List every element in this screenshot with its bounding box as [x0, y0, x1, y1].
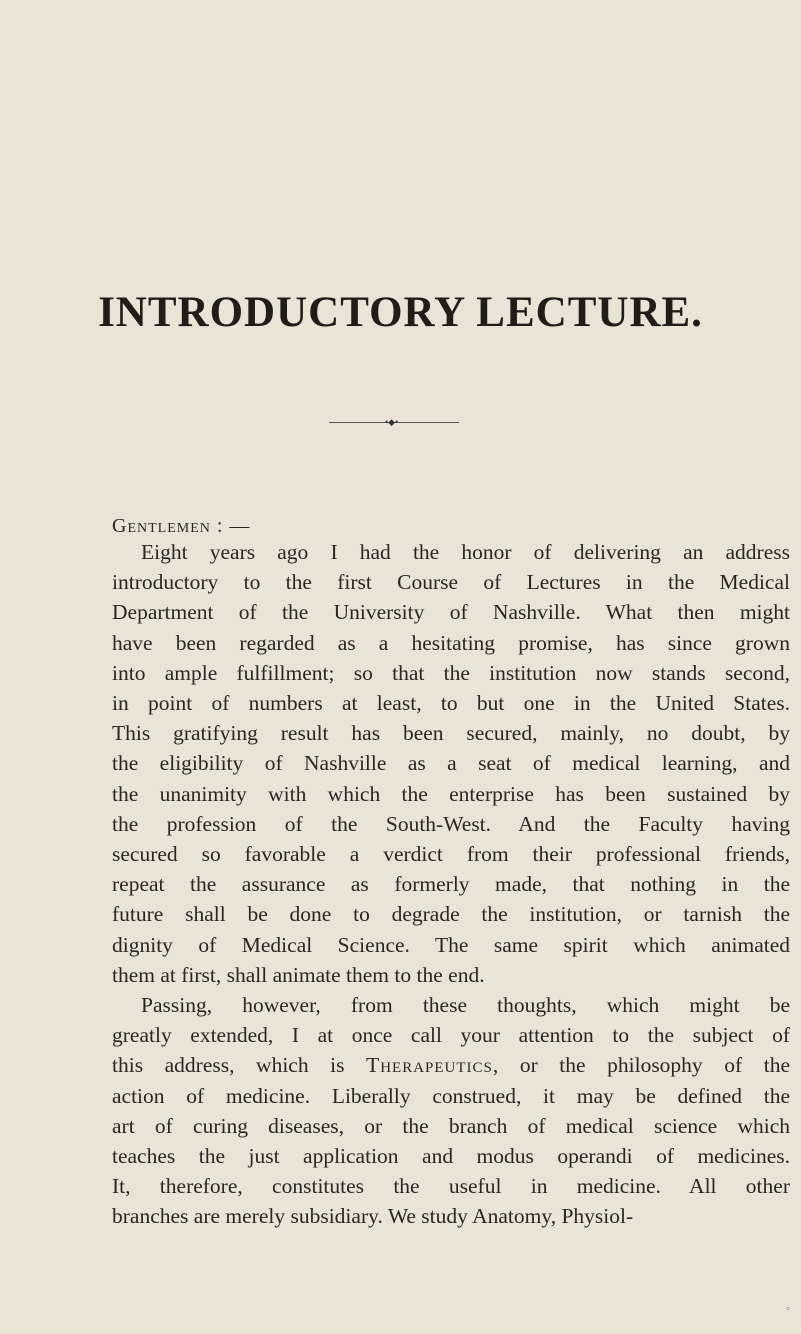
lecture-body [112, 537, 790, 1232]
text-line: teaches the just application and modus operandi of medicines. [112, 1144, 790, 1169]
text-line: the unanimity with which the enterprise has been sustained by [112, 781, 790, 806]
text-line: have been regarded as a hesitating promise, has since grown [112, 630, 790, 655]
text-line: dignity of Medical Science. The same spirit which animated [112, 932, 790, 957]
text-line: branches are merely subsidiary. We study Anatomy, Physiol- [112, 1204, 634, 1229]
text-line: action of medicine. Liberally construed, it may be defined the [112, 1083, 790, 1108]
therapeutics-term: Therapeutics [366, 1053, 493, 1078]
text-line: introductory to the first Course of Lectures in the Medical [112, 570, 790, 595]
text-line: the eligibility of Nashville as a seat of medical learning, and [112, 751, 790, 776]
text-line [112, 1050, 790, 1080]
text-line: Passing, however, from these thoughts, which might be [141, 993, 790, 1018]
text-fragment: , or the philosophy of the [492, 1053, 790, 1078]
text-line: Department of the University of Nashville. What then might [112, 600, 790, 625]
text-line: greatly extended, I at once call your attention to the subject of [112, 1023, 790, 1048]
text-line: Eight years ago I had the honor of delivering an address [141, 540, 790, 564]
text-line: art of curing diseases, or the branch of medical science which [112, 1113, 790, 1138]
rule-ornament: •◆• [385, 417, 399, 427]
salutation [112, 515, 250, 538]
page-mark: ° [786, 1306, 790, 1317]
text-line: them at first, shall animate them to the end. [112, 962, 485, 987]
text-line: the profession of the South-West. And the Faculty having [112, 811, 790, 836]
text-line: future shall be done to degrade the institution, or tarnish the [112, 902, 790, 927]
text-line: repeat the assurance as formerly made, that nothing in the [112, 872, 790, 897]
text-line: into ample fulfillment; so that the institution now stands second, [112, 660, 790, 685]
page-title: INTRODUCTORY LECTURE. [98, 289, 703, 336]
text-line: secured so favorable a verdict from their professional friends, [112, 842, 790, 867]
text-line: in point of numbers at least, to but one in the United States. [112, 691, 790, 716]
text-fragment: this address, which is [112, 1053, 367, 1078]
text-line: This gratifying result has been secured, mainly, no doubt, by [112, 721, 790, 746]
salutation-text: Gentlemen : — [112, 515, 251, 537]
text-line: It, therefore, constitutes the useful in medicine. All other [112, 1174, 790, 1199]
